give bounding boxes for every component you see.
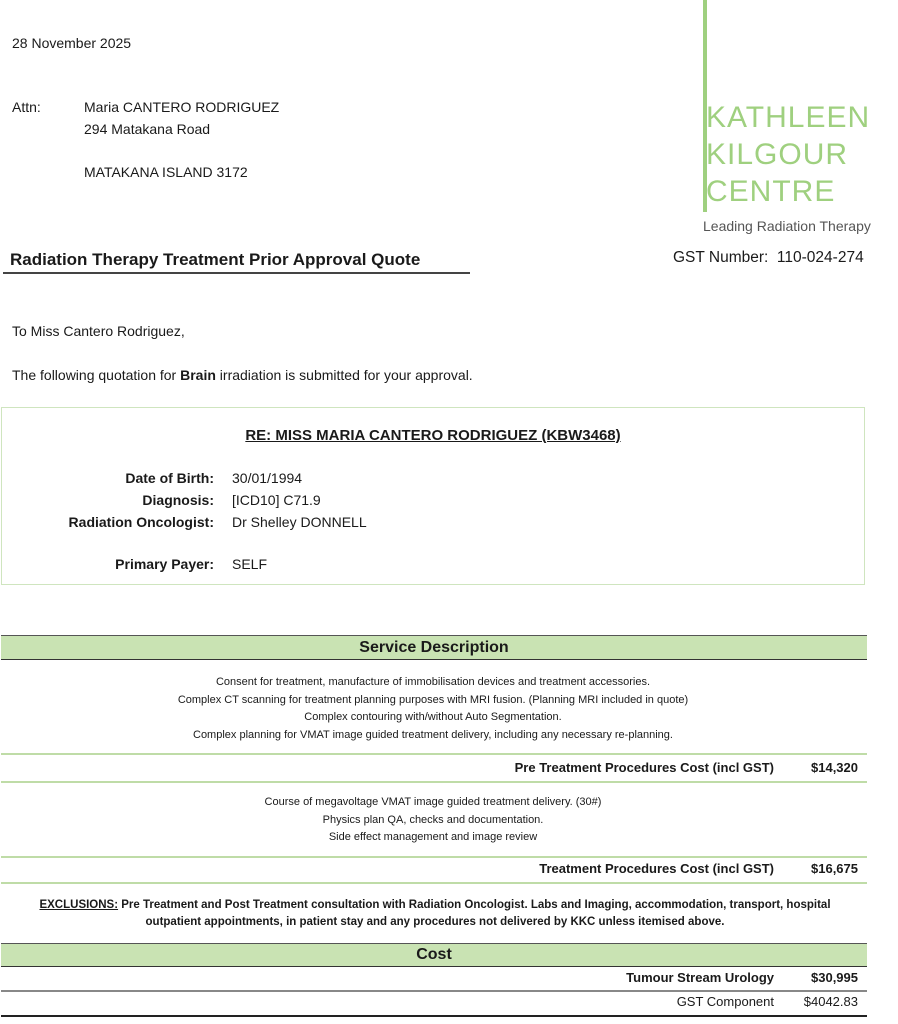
- treatment-site: Brain: [180, 367, 216, 383]
- total-cost-label: Tumour Stream Urology: [626, 970, 774, 985]
- gst-component-value: $4042.83: [803, 994, 858, 1009]
- treatment-line: Course of megavoltage VMAT image guided treatment delivery. (30#): [264, 796, 602, 808]
- intro-sentence: [12, 367, 473, 383]
- diagnosis-label: Diagnosis:: [142, 492, 214, 508]
- exclusions-line1: [0, 897, 870, 914]
- exclusions: [0, 897, 870, 931]
- service-description-header: Service Description: [1, 635, 867, 660]
- treatment-description: [0, 794, 866, 847]
- cost-header: Cost: [1, 943, 867, 967]
- exclusions-text1: Pre Treatment and Post Treatment consultation with Radiation Oncologist. Labs and Imaging, accommodation, transport, hospital: [118, 899, 831, 911]
- document-title: Radiation Therapy Treatment Prior Approval Quote: [10, 250, 421, 269]
- divider: [1, 781, 867, 783]
- recipient-name: Maria CANTERO RODRIGUEZ: [84, 99, 280, 115]
- logo-text-line1: KATHLEEN: [706, 101, 871, 134]
- pre-treatment-cost-label: Pre Treatment Procedures Cost (incl GST): [514, 760, 774, 775]
- patient-heading: RE: MISS MARIA CANTERO RODRIGUEZ (KBW3468): [245, 427, 621, 444]
- oncologist-value: Dr Shelley DONNELL: [232, 514, 367, 530]
- logo-tagline: Leading Radiation Therapy: [703, 218, 871, 234]
- divider: [1, 990, 867, 992]
- pre-treatment-line: Complex planning for VMAT image guided treatment delivery, including any necessary re-planning.: [193, 728, 673, 741]
- logo-text-line3: CENTRE: [706, 175, 836, 208]
- letter-date: 28 November 2025: [12, 35, 132, 51]
- exclusions-line2: outpatient appointments, in patient stay and any procedures not delivered by KKC unless itemised above.: [145, 916, 725, 928]
- payer-value: SELF: [232, 556, 268, 572]
- divider: [1, 856, 867, 858]
- intro-text-before: The following quotation for: [12, 367, 181, 383]
- treatment-line: Physics plan QA, checks and documentation.: [322, 813, 544, 826]
- recipient-address-line1: 294 Matakana Road: [84, 121, 211, 137]
- treatment-cost-value: $16,675: [811, 861, 858, 876]
- treatment-line: Side effect management and image review: [328, 831, 538, 843]
- payer-label: Primary Payer:: [115, 556, 214, 572]
- pre-treatment-line: Consent for treatment, manufacture of immobilisation devices and treatment accessories.: [215, 676, 651, 688]
- pre-treatment-line: Complex contouring with/without Auto Segmentation.: [304, 711, 562, 723]
- gst-number: GST Number: 110-024-274: [673, 249, 864, 266]
- gst-component-label: GST Component: [676, 994, 774, 1009]
- title-underline: [3, 272, 470, 274]
- divider: [1, 882, 867, 884]
- total-cost-value: $30,995: [811, 970, 858, 985]
- dob-label: Date of Birth:: [125, 470, 214, 486]
- recipient-address-line2: MATAKANA ISLAND 3172: [84, 164, 248, 180]
- pre-treatment-line: Complex CT scanning for treatment planning purposes with MRI fusion. (Planning MRI included in quote): [177, 693, 689, 706]
- exclusions-label: EXCLUSIONS:: [39, 899, 119, 911]
- treatment-cost-label: Treatment Procedures Cost (incl GST): [539, 861, 774, 876]
- salutation: To Miss Cantero Rodriguez,: [12, 323, 185, 339]
- intro-text-after: irradiation is submitted for your approval.: [215, 367, 473, 383]
- pre-treatment-cost-value: $14,320: [811, 760, 858, 775]
- diagnosis-value: [ICD10] C71.9: [232, 492, 321, 508]
- attn-label: Attn:: [12, 99, 41, 115]
- dob-value: 30/01/1994: [232, 470, 303, 486]
- pre-treatment-description: [0, 674, 866, 744]
- divider: [1, 753, 867, 755]
- bottom-rule: [1, 1015, 867, 1017]
- oncologist-label: Radiation Oncologist:: [68, 514, 214, 530]
- logo-text-line2: KILGOUR: [706, 138, 849, 171]
